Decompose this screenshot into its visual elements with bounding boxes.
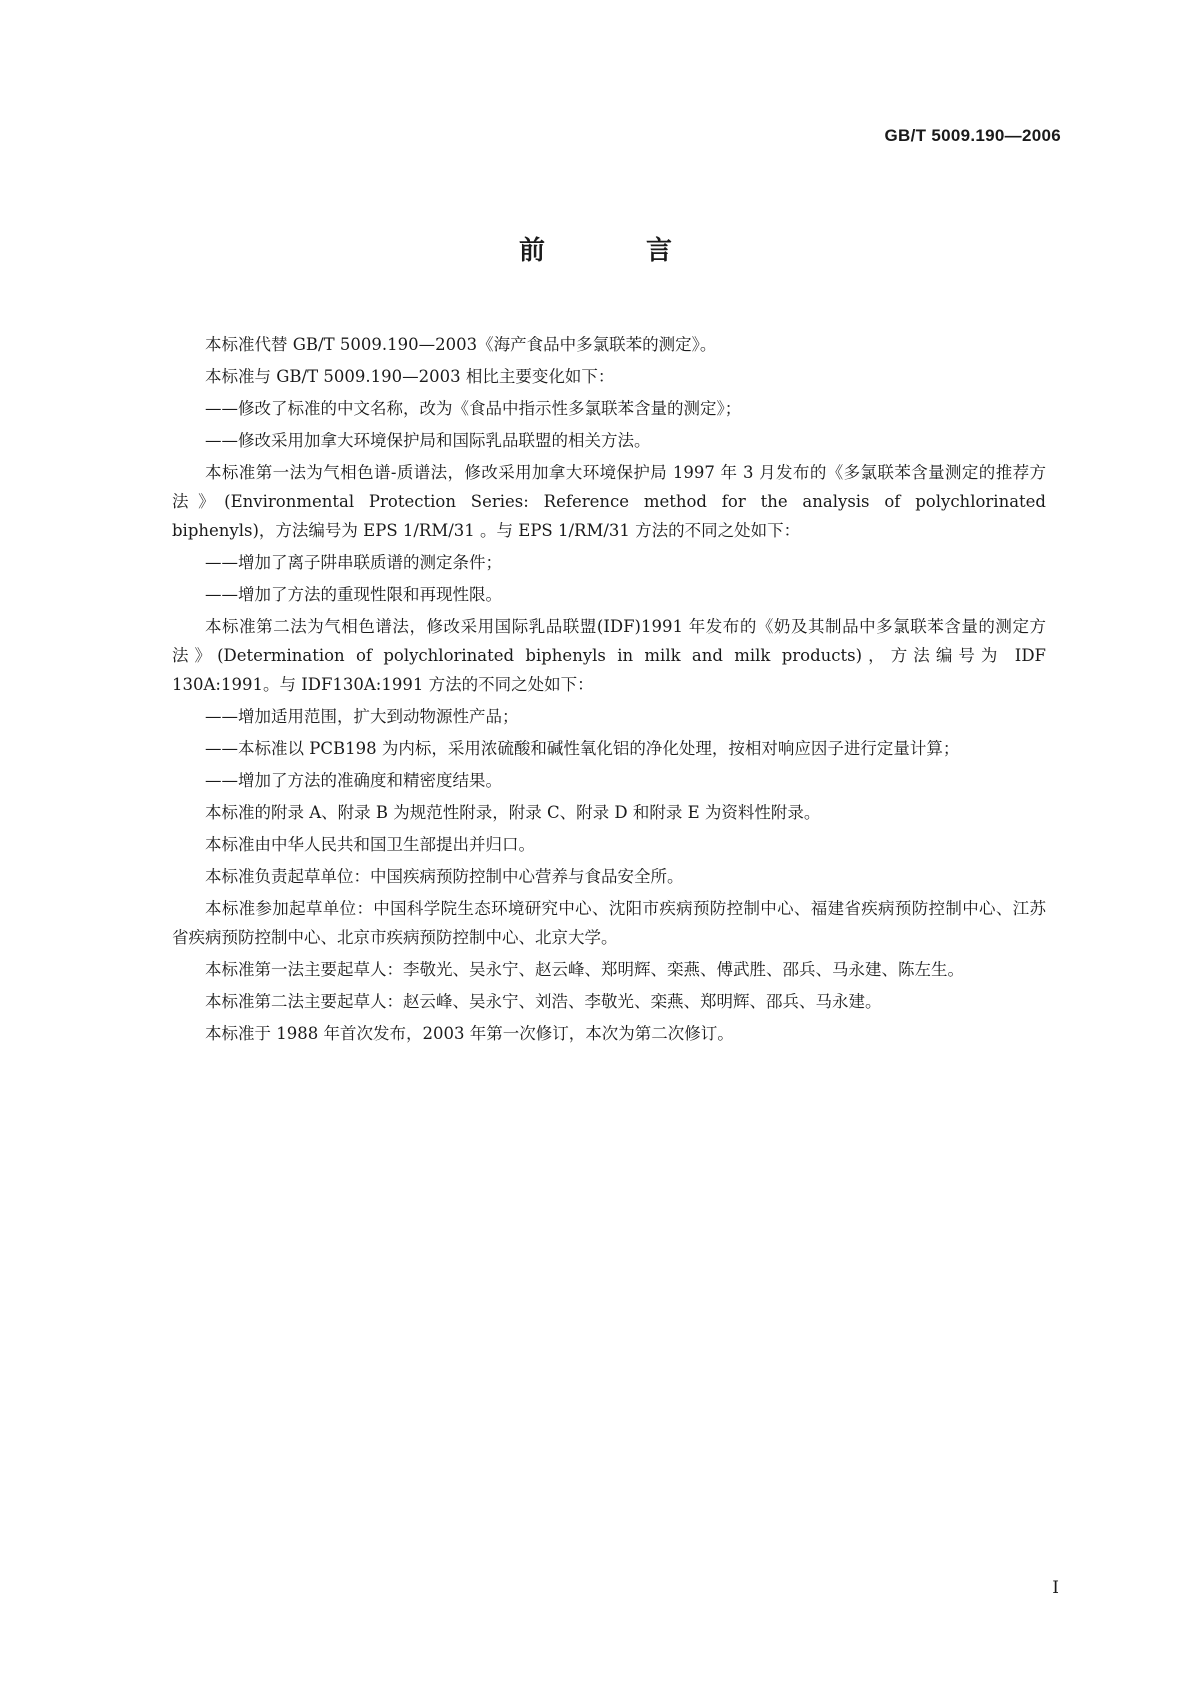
standard-code: GB/T 5009.190—2006 [884, 126, 1061, 145]
page-number: I [1052, 1578, 1059, 1598]
list-item: ——增加适用范围，扩大到动物源性产品； [205, 707, 519, 726]
paragraph: 本标准第二法为气相色谱法，修改采用国际乳品联盟(IDF)1991 年发布的《奶及其制品中多氯联苯含量的测定方法》(Determination of polychlorinated biphenyls in milk and milk products)，方法编号为 IDF 130A:1991。与 IDF130A:1991 方法的不同之处如下： [172, 617, 1046, 694]
list-item: ——修改采用加拿大环境保护局和国际乳品联盟的相关方法。 [205, 431, 651, 450]
paragraph: 本标准与 GB/T 5009.190—2003 相比主要变化如下： [205, 367, 615, 386]
paragraph: 本标准第二法主要起草人：赵云峰、吴永宁、刘浩、李敬光、栾燕、郑明辉、邵兵、马永建。 [205, 992, 882, 1011]
paragraph: 本标准于 1988 年首次发布，2003 年第一次修订，本次为第二次修订。 [205, 1024, 734, 1043]
list-item: ——增加了方法的准确度和精密度结果。 [205, 771, 502, 790]
list-item: ——修改了标准的中文名称，改为《食品中指示性多氯联苯含量的测定》； [205, 399, 742, 418]
list-item: ——本标准以 PCB198 为内标，采用浓硫酸和碱性氧化铝的净化处理，按相对响应因子进行定量计算； [205, 739, 960, 758]
paragraph: 本标准第一法为气相色谱-质谱法，修改采用加拿大环境保护局 1997 年 3 月发布的《多氯联苯含量测定的推荐方法》(Environmental Protection Series: Reference method for the analysis of polychlorinated biphenyls)，方法编号为 EPS 1/RM/31 。与 EPS 1/RM/31 方法的不同之处如下： [172, 463, 1046, 540]
paragraph: 本标准第一法主要起草人：李敬光、吴永宁、赵云峰、郑明辉、栾燕、傅武胜、邵兵、马永建、陈左生。 [205, 960, 964, 979]
paragraph: 本标准的附录 A、附录 B 为规范性附录，附录 C、附录 D 和附录 E 为资料性附录。 [205, 803, 821, 822]
list-item: ——增加了离子阱串联质谱的测定条件； [205, 553, 502, 572]
foreword-body [172, 330, 1046, 1051]
paragraph: 本标准负责起草单位：中国疾病预防控制中心营养与食品安全所。 [205, 867, 684, 886]
paragraph: 本标准由中华人民共和国卫生部提出并归口。 [205, 835, 535, 854]
page-title: 前 言 [518, 236, 719, 266]
paragraph: 本标准参加起草单位：中国科学院生态环境研究中心、沈阳市疾病预防控制中心、福建省疾病预防控制中心、江苏省疾病预防控制中心、北京市疾病预防控制中心、北京大学。 [172, 899, 1046, 947]
list-item: ——增加了方法的重现性限和再现性限。 [205, 585, 502, 604]
paragraph: 本标准代替 GB/T 5009.190—2003《海产食品中多氯联苯的测定》。 [205, 335, 717, 354]
